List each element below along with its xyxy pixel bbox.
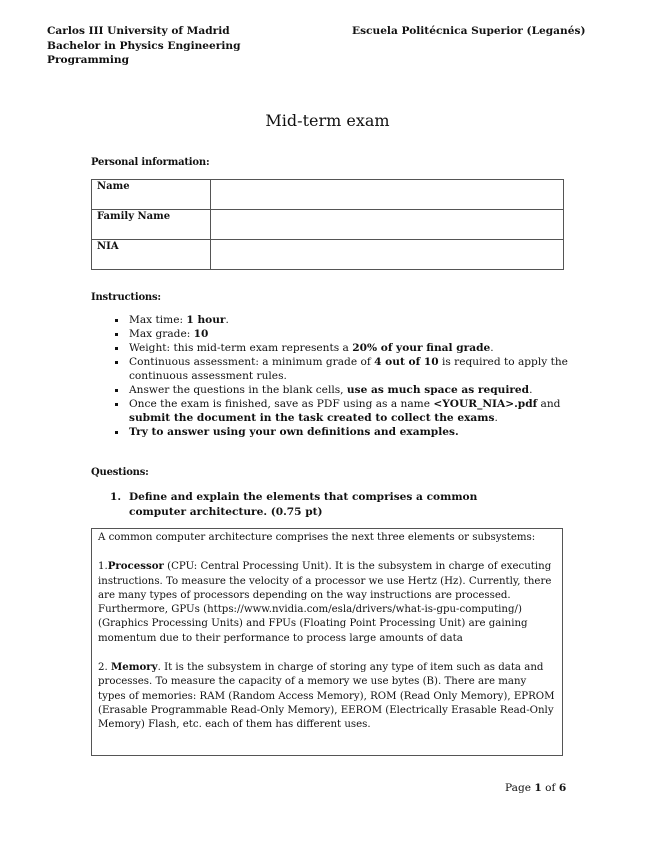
personal-info-label: Personal information: (91, 157, 210, 168)
family-name-field[interactable] (211, 210, 564, 240)
family-name-label: Family Name (92, 210, 211, 240)
question-item (110, 490, 530, 519)
school-name: Escuela Politécnica Superior (Leganés) (352, 25, 586, 37)
list-item: Once the exam is finished, save as PDF using as a name <YOUR_NIA>.pdf and submit the document in the task created to collect the exams. (112, 397, 572, 425)
page-title: Mid-term exam (265, 111, 390, 130)
list-item: Try to answer using your own definitions and examples. (112, 425, 572, 439)
list-item: Max time: 1 hour. (112, 313, 572, 327)
page-number: Page 1 of 6 (505, 782, 567, 794)
degree-name: Bachelor in Physics Engineering (47, 39, 241, 52)
header-left (47, 24, 241, 68)
table-row (92, 240, 564, 270)
answer-intro: A common computer architecture comprises the next three elements or subsystems: (98, 532, 536, 543)
answer-box[interactable] (91, 528, 563, 756)
course-name: Programming (47, 54, 130, 66)
personal-info-table (91, 179, 564, 270)
table-row (92, 210, 564, 240)
nia-field[interactable] (211, 240, 564, 270)
questions-label: Questions: (91, 467, 149, 478)
question-number: 1. (110, 491, 122, 503)
instructions-list (112, 313, 572, 439)
list-item: Answer the questions in the blank cells, use as much space as required. (112, 383, 572, 397)
instructions-label: Instructions: (91, 292, 161, 303)
name-field[interactable] (211, 180, 564, 210)
list-item: Max grade: 10 (112, 327, 572, 341)
university-name: Carlos III University of Madrid (47, 25, 230, 37)
questions-list (110, 490, 530, 519)
list-item: Weight: this mid-term exam represents a 20% of your final grade. (112, 341, 572, 355)
name-label: Name (92, 180, 211, 210)
question-text: Define and explain the elements that comprises a common computer architecture. (0.75 pt) (129, 491, 478, 518)
nia-label: NIA (92, 240, 211, 270)
answer-paragraph-processor: 1.Processor (CPU: Central Processing Unit). It is the subsystem in charge of executing instructions. To measure the velocity of a processor we use Hertz (Hz). Currently, there are many types of processors depending on the way instructions are processed. Furthermore, GPUs (https://www.nvidia.com/esla/drivers/what-is-gpu-computing/) (Graphics Processing Units) and FPUs (Floating Point Processing Unit) are gaining momentum due to their performance to process large amounts of data (98, 560, 552, 644)
answer-paragraph-memory: 2. Memory. It is the subsystem in charge of storing any type of item such as data and processes. To measure the capacity of a memory we use bytes (B). There are many types of memories: RAM (Random Access Memory), ROM (Read Only Memory), EPROM (Erasable Programmable Read-Only Memory), EEROM (Electrically Erasable Read-Only Memory) Flash, etc. each of them has different uses. (98, 661, 555, 731)
list-item: Continuous assessment: a minimum grade of 4 out of 10 is required to apply the continuous assessment rules. (112, 355, 572, 383)
table-row (92, 180, 564, 210)
